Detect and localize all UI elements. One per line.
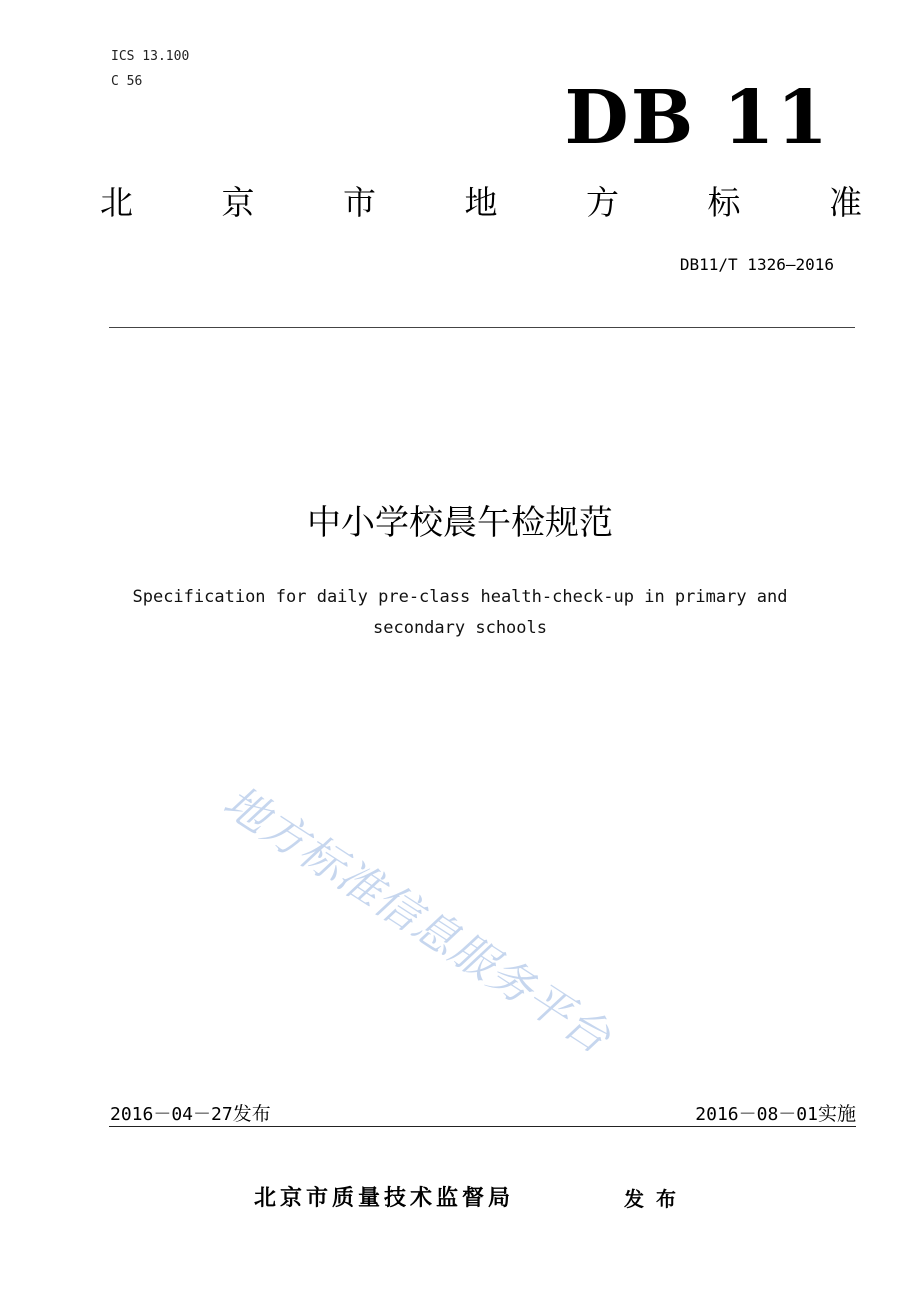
- standard-type-char: 市: [343, 183, 376, 222]
- implement-date-label: 实施: [817, 1103, 856, 1125]
- standard-type-char: 方: [586, 183, 619, 222]
- implement-date: [695, 1102, 856, 1127]
- implement-date-value: 2016－08－01: [695, 1104, 818, 1125]
- db11-code-mark: DB 11: [564, 75, 830, 161]
- document-title-en: Specification for daily pre-class health-check-up in primary and secondary schools: [132, 587, 788, 638]
- standard-type-char: 京: [221, 183, 255, 222]
- ics-code: ICS 13.100: [111, 49, 190, 64]
- issuing-authority: 北京市质量技术监督局: [254, 1186, 515, 1211]
- issue-word: 发布: [624, 1187, 688, 1211]
- top-divider: [109, 327, 855, 328]
- watermark: 地方标准信息服务平台: [214, 776, 620, 1065]
- standard-type-heading: [100, 182, 862, 224]
- document-title-cn: 中小学校晨午检规范: [307, 503, 613, 543]
- publish-date-value: 2016－04－27: [110, 1104, 233, 1125]
- standard-type-char: 准: [829, 183, 862, 222]
- standard-type-char: 标: [707, 183, 741, 222]
- publish-date: [110, 1102, 271, 1127]
- ccs-code: C 56: [111, 74, 143, 89]
- standard-type-char: 北: [100, 183, 133, 222]
- standard-type-char: 地: [464, 183, 498, 222]
- bottom-divider: [109, 1126, 856, 1127]
- publish-date-label: 发布: [232, 1103, 271, 1125]
- standard-number: DB11/T 1326—2016: [679, 255, 834, 274]
